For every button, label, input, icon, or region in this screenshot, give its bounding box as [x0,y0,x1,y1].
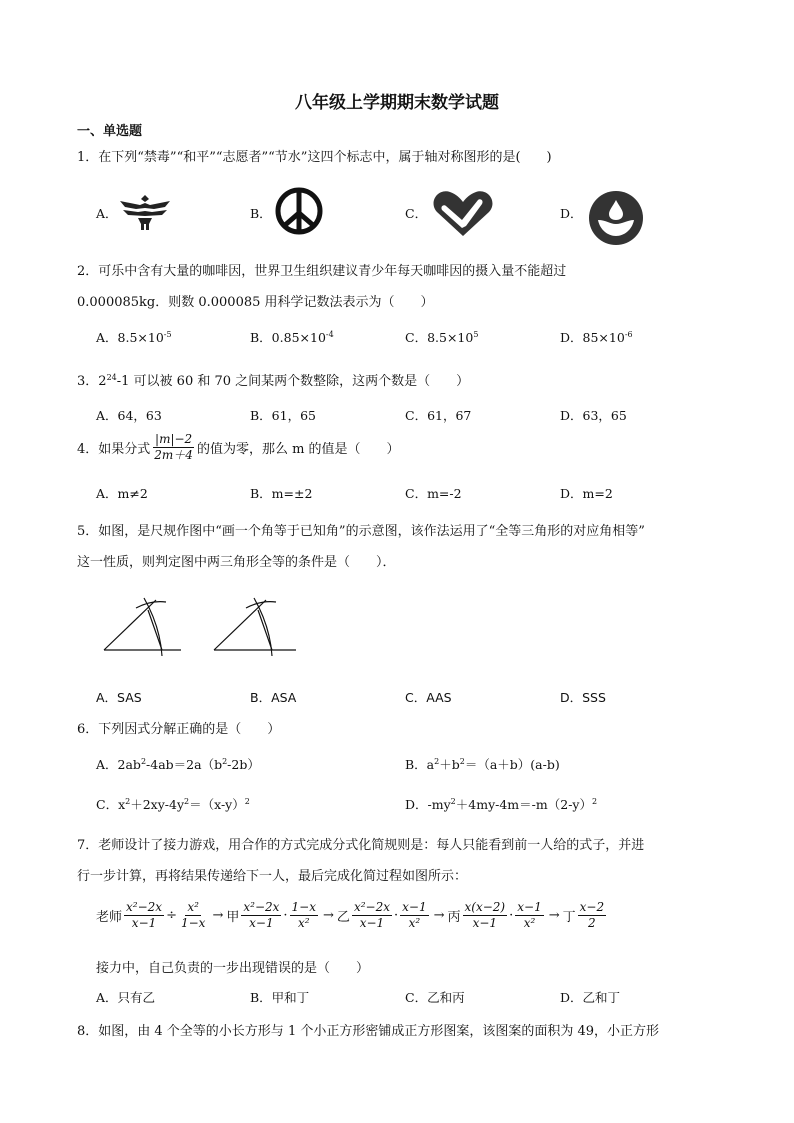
q2-option-c: C．$8.5\times 10^5$ [405,330,479,345]
q3-option-d: D．63，65 [560,408,627,423]
question-1-stem: 1．在下列“禁毒”“和平”“志愿者”“节水”这四个标志中，属于轴对称图形的是( ) [77,150,552,165]
q4-option-b: B．m=±2 [250,486,313,501]
question-2-stem-line1: 2．可乐中含有大量的咖啡因，世界卫生组织建议青少年每天咖啡因的摄入量不能超过 [77,264,567,279]
q6-option-c: C．$x^2+2xy-4y^2=(x-y)^2$ [96,797,250,812]
q4-option-c: C．m=-2 [405,486,462,501]
q6-option-b: B．$a^2+b^2=(a+b)(a-b)$ [405,757,560,772]
q1-option-c-label: C． [405,206,428,221]
q4-option-d: D．m=2 [560,486,613,501]
q6-option-d: D．$-my^2+4my-4m=-m(2-y)^2$ [405,797,598,812]
q7-option-d: D．乙和丁 [560,990,621,1005]
q3-option-a: A．64，63 [96,408,162,423]
heart-hand-icon [432,186,494,238]
q1-option-a-label: A． [96,206,118,221]
q7-option-b: B．甲和丁 [250,990,310,1005]
q6-option-a: A．$2ab^2-4ab=2a(b^2-2b)$ [96,757,260,772]
q7-option-c: C．乙和丙 [405,990,465,1005]
question-5-stem-line1: 5．如图，是尺规作图中“画一个角等于已知角”的示意图，该作法运用了“全等三角形的对应角相等” [77,524,645,539]
eagle-emblem-icon [118,191,172,233]
q5-option-a: A．SAS [96,690,142,705]
q2-option-a: A．$8.5\times 10^{-5}$ [96,330,172,345]
q1-option-b-label: B． [250,206,272,221]
question-6-stem: 6．下列因式分解正确的是（ ） [77,722,281,737]
angle-construction-figure [96,590,306,670]
q4-fraction: $\frac{|m|-2}{2m+4}$ [154,432,193,462]
q3-option-c: C．61，67 [405,408,472,423]
question-4-stem: 4．如果分式 $\frac{|m|-2}{2m+4}$ 的值为零，那么 m 的值是（ ） [77,432,400,462]
question-3-stem: 3．$2^{24}-1$ 可以被 60 和 70 之间某两个数整除，这两个数是（ ） [77,373,470,389]
q3-option-b: B．61，65 [250,408,316,423]
q5-option-d: D．SSS [560,690,606,705]
relay-expression-chain: 老师 $\frac{\text{x²−2x}}{x-1}$ ÷ $\frac{\text{x²}}{1-x}$ → 甲 $\frac{\text{x²−2x}}{x-1}$ · $\frac{1-x}{\text{x²}}$ → 乙 $\frac{\text{x²−2x}}{x-1}$ · $\frac{x-1}{\text{x²}}$ → 丙 $\frac{x(x-2)}{x-1}$ · $\frac{x-1}{\text{x²}}$ → 丁 $\frac{x-2}{2}$ [96,900,605,930]
q1-option-d-label: D． [560,206,583,221]
q4-option-a: A．m≠2 [96,486,148,501]
q2-option-b: B．$0.85\times 10^{-4}$ [250,330,334,345]
question-5-stem-line2: 这一性质，则判定图中两三角形全等的条件是（ ）． [77,555,396,570]
page-title: 八年级上学期期末数学试题 [295,93,499,113]
question-8-stem: 8．如图，由 4 个全等的小长方形与 1 个小正方形密铺成正方形图案，该图案的面积为 49，小正方形 [77,1024,660,1039]
water-drop-icon [588,190,644,246]
question-2-stem-line2: 0.000085kg．则数 0.000085 用科学记数法表示为（ ） [77,295,434,310]
q7-option-a: A．只有乙 [96,990,156,1005]
q5-option-c: C．AAS [405,690,452,705]
section-heading: 一、单选题 [77,124,143,139]
question-7-ask: 接力中，自己负责的一步出现错误的是（ ） [96,961,370,976]
question-7-stem-line2: 行一步计算，再将结果传递给下一人，最后完成化简过程如图所示： [77,869,468,884]
q5-option-b: B．ASA [250,690,297,705]
question-7-stem-line1: 7．老师设计了接力游戏，用合作的方式完成分式化简规则是：每人只能看到前一人给的式子，并进 [77,838,645,853]
q2-option-d: D．$85\times 10^{-6}$ [560,330,633,345]
peace-sign-icon [274,186,324,236]
